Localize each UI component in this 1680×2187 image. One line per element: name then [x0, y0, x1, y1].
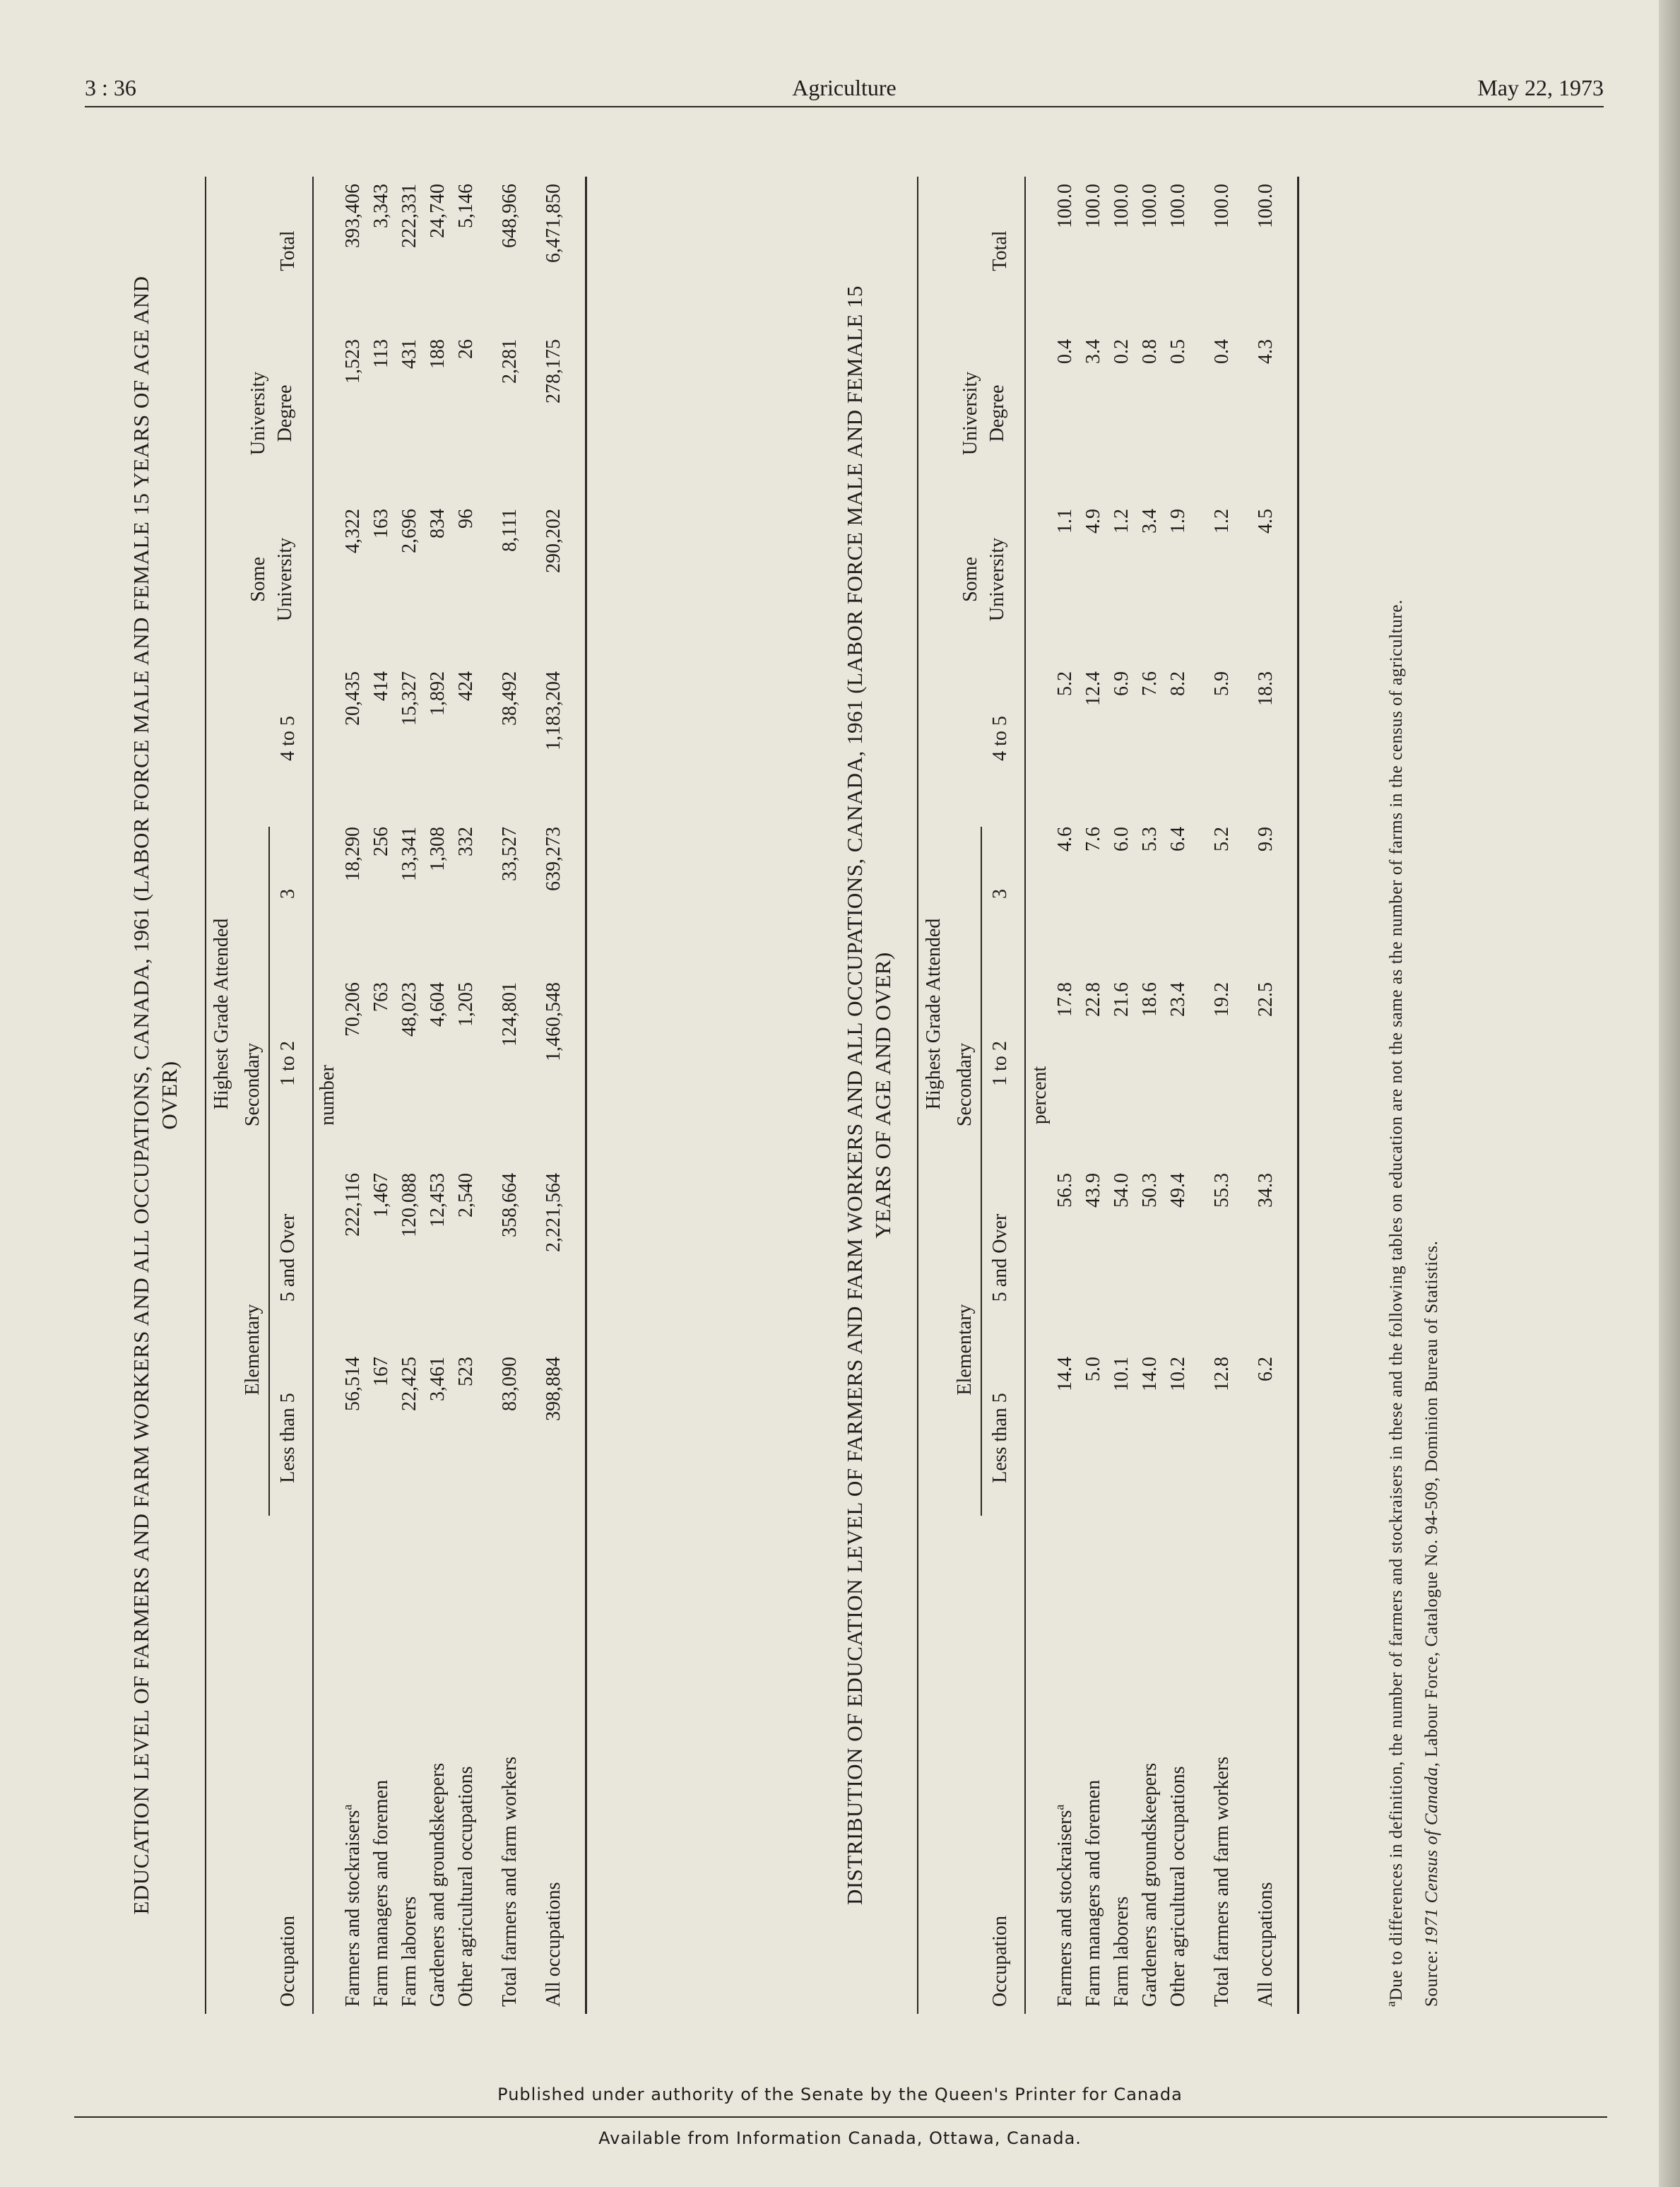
table-cell: 43.9	[1082, 1173, 1104, 1208]
table-cell: 3,461	[427, 1357, 449, 1401]
table2-body	[1054, 177, 1283, 2014]
table1-title: EDUCATION LEVEL OF FARMERS AND FARM WORKERS AND ALL OCCUPATIONS, CANADA, 1961 (LABOR FORCE MALE AND FEMALE 15 YEARS OF AGE AND OVER)	[129, 276, 182, 1915]
table-cell: 6.0	[1111, 827, 1132, 851]
header-date: May 22, 1973	[1477, 75, 1604, 100]
section-title: Agriculture	[792, 75, 897, 100]
table-cell: 24,740	[427, 184, 449, 238]
table-cell: 188	[427, 339, 449, 369]
occupation-label	[398, 1897, 421, 2007]
table-cell: 393,406	[342, 184, 364, 248]
occupation-label	[1211, 1757, 1234, 2007]
table-cell: 398,884	[543, 1357, 564, 1421]
table2-col-5over: 5 and Over	[989, 1213, 1011, 1302]
table-cell: 100.0	[1211, 184, 1233, 228]
header-rule	[85, 106, 1604, 107]
table-cell: 100.0	[1082, 184, 1104, 228]
table-cell: 648,966	[499, 184, 521, 248]
occupation-text: Other agricultural occupations	[455, 1766, 477, 2007]
table-cell: 22.5	[1255, 982, 1277, 1017]
table-cell: 2,221,564	[543, 1173, 564, 1252]
table-cell: 4.9	[1082, 509, 1104, 534]
footnote	[1385, 198, 1444, 2007]
table-cell: 124,801	[499, 982, 521, 1047]
table-cell: 5,146	[455, 184, 477, 228]
table-cell: 834	[427, 509, 449, 538]
table-cell: 1.2	[1111, 509, 1132, 534]
all-occupations-row	[1255, 177, 1283, 2014]
table-row	[342, 177, 370, 2014]
table-cell: 38,492	[499, 671, 521, 726]
occupation-text: All occupations	[543, 1882, 564, 2007]
table-cell: 2,696	[398, 509, 420, 553]
table-cell: 278,175	[543, 339, 564, 403]
occupation-label	[342, 1805, 365, 2007]
table-cell: 4,604	[427, 982, 449, 1027]
table-cell: 21.6	[1111, 982, 1132, 1017]
footnote-ref: a	[1052, 1804, 1067, 1810]
table-cell: 49.4	[1167, 1173, 1189, 1208]
table2-univ-2: Degree	[986, 384, 1008, 442]
page-header	[85, 75, 1604, 107]
table-row	[1082, 177, 1111, 2014]
table-cell: 26	[455, 339, 477, 359]
table-cell: 431	[398, 339, 420, 369]
table-cell: 12.4	[1082, 671, 1104, 706]
table-cell: 1,183,204	[543, 671, 564, 750]
occupation-text: Total farmers and farm workers	[1211, 1756, 1233, 2007]
table1-univ-2: Degree	[274, 384, 296, 442]
table2-col-4to5: 4 to 5	[989, 716, 1011, 761]
table2-secondary-header: Secondary	[954, 1042, 976, 1127]
table-cell: 0.4	[1054, 339, 1076, 364]
occupation-label	[1054, 1805, 1077, 2007]
table-cell: 414	[370, 671, 392, 701]
page-number: 3 : 36	[85, 75, 136, 100]
table-cell: 22.8	[1082, 982, 1104, 1017]
table-cell: 523	[455, 1357, 477, 1386]
table-cell: 48,023	[398, 982, 420, 1037]
table-cell: 100.0	[1167, 184, 1189, 228]
table1-unit: number	[317, 1065, 338, 1126]
table-row	[455, 177, 483, 2014]
table1-col-4to5: 4 to 5	[277, 716, 299, 761]
table-cell: 56,514	[342, 1357, 364, 1411]
table-cell: 10.2	[1167, 1357, 1189, 1391]
table-cell: 358,664	[499, 1173, 521, 1237]
source-rest: Labour Force, Catalogue No. 94-509, Dominion Bureau of Statistics.	[1422, 1240, 1441, 1757]
occupation-text: All occupations	[1255, 1882, 1277, 2007]
table2-col-3: 3	[989, 889, 1011, 899]
table-cell: 55.3	[1211, 1173, 1233, 1208]
table-cell: 54.0	[1111, 1173, 1132, 1208]
table-cell: 33,527	[499, 827, 521, 881]
occupation-label	[1111, 1897, 1133, 2007]
table-cell: 0.5	[1167, 339, 1189, 364]
table-cell: 424	[455, 671, 477, 701]
table-cell: 1.2	[1211, 509, 1233, 534]
table-row	[1139, 177, 1167, 2014]
table-cell: 4.3	[1255, 339, 1277, 364]
table-cell: 3.4	[1082, 339, 1104, 364]
table-cell: 83,090	[499, 1357, 521, 1411]
occupation-label	[455, 1766, 478, 2007]
table-cell: 5.2	[1211, 827, 1233, 851]
table2-secondary-underline	[981, 827, 982, 1336]
table-cell: 1,460,548	[543, 982, 564, 1061]
table-cell: 120,088	[398, 1173, 420, 1237]
table2-elementary-header: Elementary	[954, 1304, 976, 1396]
published-by: Published under authority of the Senate by the Queen's Printer for Canada	[497, 2085, 1183, 2104]
occupation-text: Gardeners and groundskeepers	[427, 1762, 449, 2007]
table-cell: 5.2	[1054, 671, 1076, 696]
occupation-label	[370, 1780, 393, 2007]
table-cell: 22,425	[398, 1357, 420, 1411]
page-binding-edge	[1659, 0, 1680, 2187]
total-row	[499, 177, 527, 2014]
table-cell: 0.4	[1211, 339, 1233, 364]
table-cell: 0.8	[1139, 339, 1161, 364]
table-cell: 9.9	[1255, 827, 1277, 851]
table-cell: 5.0	[1082, 1357, 1104, 1381]
table-cell: 222,116	[342, 1173, 364, 1237]
table-cell: 163	[370, 509, 392, 538]
table-cell: 10.1	[1111, 1357, 1132, 1391]
footnote-body: Due to differences in definition, the number of farmers and stockraisers in these and the following tables on education are not the same as the number of farms in the census of agriculture.	[1387, 599, 1406, 2001]
table-cell: 2,281	[499, 339, 521, 384]
table-cell: 1.9	[1167, 509, 1189, 534]
footnote-mark: a	[1383, 2000, 1398, 2007]
table1-secondary-header: Secondary	[242, 1042, 264, 1127]
occupation-label	[1255, 1882, 1277, 2007]
table2-some-univ-1: Some	[959, 557, 981, 602]
table-cell: 1,467	[370, 1173, 392, 1218]
table2-group-header: Highest Grade Attended	[923, 918, 945, 1110]
occupation-text: Farmers and stockraisers	[342, 1810, 364, 2007]
footnote-text	[1385, 198, 1409, 2007]
table1-bottom-rule	[585, 177, 587, 2014]
table-cell: 113	[370, 339, 392, 368]
table-cell: 19.2	[1211, 982, 1233, 1017]
table-cell: 3,343	[370, 184, 392, 228]
table-cell: 12.8	[1211, 1357, 1233, 1391]
table-cell: 8.2	[1167, 671, 1189, 696]
occupation-text: Farm managers and foremen	[370, 1779, 392, 2007]
table-cell: 18.6	[1139, 982, 1161, 1017]
table-cell: 1,892	[427, 671, 449, 716]
table1-col-5over: 5 and Over	[277, 1213, 299, 1302]
table-cell: 6,471,850	[543, 184, 564, 263]
table-cell: 1.1	[1054, 509, 1076, 534]
occupation-text: Farm laborers	[1111, 1896, 1132, 2007]
table-cell: 4.5	[1255, 509, 1277, 534]
occupation-label	[1167, 1766, 1190, 2007]
table-cell: 20,435	[342, 671, 364, 726]
table-cell: 290,202	[543, 509, 564, 573]
table-cell: 222,331	[398, 184, 420, 248]
table-row	[427, 177, 455, 2014]
table1-column-headers	[206, 177, 312, 2014]
table2-bottom-rule	[1297, 177, 1299, 2014]
table-cell: 6.9	[1111, 671, 1132, 696]
table1-secondary-underline	[268, 827, 270, 1336]
table2-col-total: Total	[989, 230, 1011, 271]
occupation-label	[1082, 1780, 1105, 2007]
table2-col-occupation: Occupation	[989, 1915, 1011, 2007]
table2-title: DISTRIBUTION OF EDUCATION LEVEL OF FARMERS AND FARM WORKERS AND ALL OCCUPATIONS, CANADA, 1961 (LABOR FORCE MALE AND FEMALE 15 YEARS OF AGE AND OVER)	[842, 285, 895, 1906]
total-row	[1211, 177, 1239, 2014]
table-row	[1111, 177, 1139, 2014]
occupation-text: Farm laborers	[398, 1896, 420, 2007]
table2-unit: percent	[1029, 1066, 1051, 1125]
table-cell: 100.0	[1255, 184, 1277, 228]
table1-body	[342, 177, 571, 2014]
table-cell: 13,341	[398, 827, 420, 881]
source-title: 1971 Census of Canada,	[1422, 1762, 1441, 1945]
table1-col-lt5: Less than 5	[277, 1393, 299, 1483]
table1-col-3: 3	[277, 889, 299, 899]
table1-some-univ-2: University	[274, 537, 296, 622]
table-cell: 14.4	[1054, 1357, 1076, 1391]
table-cell: 34.3	[1255, 1173, 1277, 1208]
source-line	[1420, 198, 1444, 2007]
table-cell: 50.3	[1139, 1173, 1161, 1208]
table1-col-occupation: Occupation	[277, 1915, 299, 2007]
table-cell: 70,206	[342, 982, 364, 1037]
table-row	[1054, 177, 1082, 2014]
table-cell: 96	[455, 509, 477, 529]
table-cell: 14.0	[1139, 1357, 1161, 1391]
table-cell: 3.4	[1139, 509, 1161, 534]
source-label: Source:	[1422, 1950, 1441, 2007]
occupation-text: Other agricultural occupations	[1167, 1766, 1189, 2007]
table-cell: 100.0	[1139, 184, 1161, 228]
table2-some-univ-2: University	[986, 537, 1008, 622]
occupation-text: Farm managers and foremen	[1082, 1779, 1104, 2007]
table-cell: 18.3	[1255, 671, 1277, 706]
table-cell: 0.2	[1111, 339, 1132, 364]
table-cell: 18,290	[342, 827, 364, 881]
table1-univ-1: University	[247, 371, 269, 456]
occupation-text: Total farmers and farm workers	[499, 1756, 521, 2007]
table1-elementary-header: Elementary	[242, 1304, 264, 1396]
table-cell: 2,540	[455, 1173, 477, 1218]
table-cell: 100.0	[1111, 184, 1132, 228]
table1-group-header: Highest Grade Attended	[211, 918, 232, 1110]
table-cell: 256	[370, 827, 392, 856]
table-cell: 56.5	[1054, 1173, 1076, 1208]
table-row	[1167, 177, 1195, 2014]
table-cell: 15,327	[398, 671, 420, 726]
table-cell: 6.4	[1167, 827, 1189, 851]
footnote-ref: a	[340, 1804, 355, 1810]
available-from: Available from Information Canada, Ottawa, Canada.	[598, 2128, 1082, 2148]
occupation-label	[499, 1757, 521, 2007]
table-education-level	[127, 177, 587, 2014]
table1-col-1to2: 1 to 2	[277, 1041, 299, 1086]
table-cell: 100.0	[1054, 184, 1076, 228]
table2-column-headers	[918, 177, 1024, 2014]
table1-some-univ-1: Some	[247, 557, 269, 602]
rotated-tables	[127, 177, 1505, 2014]
occupation-label	[427, 1763, 449, 2007]
occupation-label	[543, 1882, 565, 2007]
table1-col-total: Total	[277, 230, 299, 271]
table-cell: 7.6	[1139, 671, 1161, 696]
table-cell: 5.9	[1211, 671, 1233, 696]
table-education-distribution	[841, 177, 1299, 2014]
table-cell: 4,322	[342, 509, 364, 553]
table-cell: 23.4	[1167, 982, 1189, 1017]
table-row	[370, 177, 398, 2014]
table-cell: 1,308	[427, 827, 449, 871]
occupation-label	[1139, 1763, 1161, 2007]
table-cell: 332	[455, 827, 477, 856]
table-cell: 4.6	[1054, 827, 1076, 851]
table-cell: 12,453	[427, 1173, 449, 1227]
table-cell: 7.6	[1082, 827, 1104, 851]
table-cell: 639,273	[543, 827, 564, 891]
table-cell: 5.3	[1139, 827, 1161, 851]
occupation-text: Farmers and stockraisers	[1054, 1810, 1076, 2007]
occupation-text: Gardeners and groundskeepers	[1139, 1762, 1161, 2007]
table-cell: 8,111	[499, 509, 521, 552]
table-cell: 167	[370, 1357, 392, 1386]
all-occupations-row	[543, 177, 571, 2014]
table-cell: 1,205	[455, 982, 477, 1027]
table-cell: 1,523	[342, 339, 364, 384]
table-cell: 17.8	[1054, 982, 1076, 1017]
table2-col-lt5: Less than 5	[989, 1393, 1011, 1483]
table-cell: 6.2	[1255, 1357, 1277, 1381]
table-row	[398, 177, 427, 2014]
footer-rule	[74, 2116, 1607, 2118]
table2-col-1to2: 1 to 2	[989, 1041, 1011, 1086]
table-cell: 763	[370, 982, 392, 1012]
table2-univ-1: University	[959, 371, 981, 456]
